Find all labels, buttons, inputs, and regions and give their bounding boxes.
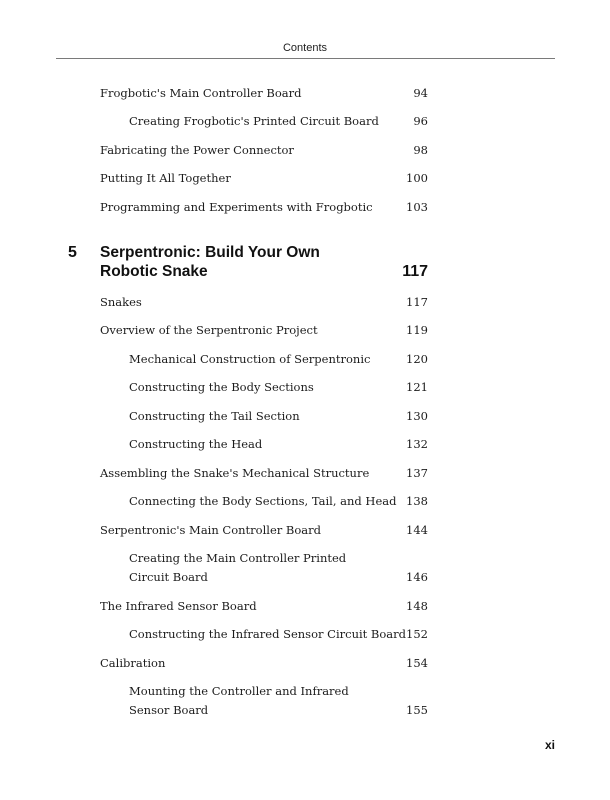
chapter-number: 5: [68, 244, 77, 261]
toc-entry-title: Overview of the Serpentronic Project: [100, 323, 318, 337]
toc-entry-page: 119: [406, 323, 428, 337]
toc-entry-title-line-1: Mounting the Controller and Infrared: [129, 684, 349, 698]
toc-entry-page: 155: [406, 703, 428, 717]
toc-entry-title-line-1: Creating the Main Controller Printed: [129, 551, 347, 565]
header-rule: [56, 58, 555, 59]
toc-entry-page: 146: [406, 570, 428, 584]
chapter-title-line-1: Serpentronic: Build Your Own: [100, 244, 320, 261]
toc-entry-title: Putting It All Together: [100, 171, 231, 185]
toc-entry-page: 148: [406, 599, 428, 613]
toc-entry-page: 100: [406, 171, 428, 185]
toc-entry-page: 152: [406, 627, 428, 641]
toc-entry-page: 132: [406, 437, 428, 451]
toc-entry-title: Creating Frogbotic's Printed Circuit Board: [129, 114, 379, 128]
toc-entry-title: Snakes: [100, 295, 142, 309]
toc-entry-title: Calibration: [100, 656, 166, 670]
toc-entry-title: Assembling the Snake's Mechanical Structure: [100, 466, 370, 480]
toc-entry-page: 96: [413, 114, 428, 128]
toc-entry-page: 130: [406, 409, 428, 423]
toc-entry-page: 138: [406, 494, 428, 508]
toc-entry-page: 121: [406, 380, 428, 394]
page-folio: xi: [544, 738, 555, 752]
toc-entry-title-line-2: Circuit Board: [129, 570, 208, 584]
toc-entry-title-line-2: Sensor Board: [129, 703, 209, 717]
toc-entry-page: 137: [406, 466, 428, 480]
toc-entry-title: Constructing the Head: [129, 437, 263, 451]
toc-entry-title: The Infrared Sensor Board: [100, 599, 257, 613]
toc-entry-page: 144: [406, 523, 428, 537]
toc-entry-title: Frogbotic's Main Controller Board: [100, 86, 302, 100]
toc-entry-title: Mechanical Construction of Serpentronic: [129, 352, 371, 366]
toc-entry-page: 120: [406, 352, 428, 366]
toc-entry-title: Serpentronic's Main Controller Board: [100, 523, 321, 537]
toc-entry-page: 98: [413, 143, 428, 157]
chapter-title-line-2: Robotic Snake: [100, 263, 208, 280]
toc-entry-page: 154: [406, 656, 428, 670]
toc-entry-title: Connecting the Body Sections, Tail, and Head: [129, 494, 397, 508]
toc-entry-page: 103: [406, 200, 428, 214]
toc-entry-title: Constructing the Tail Section: [129, 409, 300, 423]
toc-entry-title: Programming and Experiments with Frogbotic: [100, 200, 373, 214]
toc-entry-title: Fabricating the Power Connector: [100, 143, 294, 157]
toc-entry-title: Constructing the Infrared Sensor Circuit Board: [129, 627, 407, 641]
running-head: Contents: [282, 42, 328, 54]
toc-entry-page: 94: [413, 86, 428, 100]
toc-entry-page: 117: [406, 295, 428, 309]
toc-entry-title: Constructing the Body Sections: [129, 380, 314, 394]
chapter-page-number: 117: [402, 263, 428, 280]
